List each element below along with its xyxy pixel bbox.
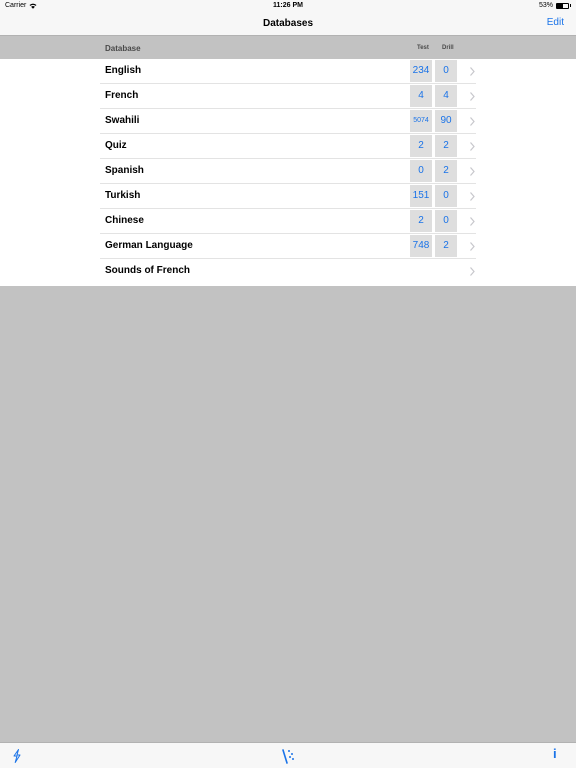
status-time: 11:26 PM [273,2,303,9]
column-header-drill: Drill [442,45,454,51]
chevron-right-icon [469,266,476,277]
database-list [0,59,576,286]
lightning-icon[interactable] [12,749,22,768]
status-bar [0,0,576,12]
database-row-german-language[interactable] [100,234,476,259]
database-row-english[interactable] [100,59,476,84]
test-count[interactable]: 4 [410,85,432,107]
chevron-right-icon [469,216,476,227]
test-count[interactable]: 5074 [410,110,432,132]
chevron-right-icon [469,66,476,77]
chevron-right-icon [469,191,476,202]
table-header [0,37,576,59]
database-name: Spanish [105,165,144,176]
test-count[interactable]: 748 [410,235,432,257]
column-header-database: Database [105,44,141,53]
drill-count[interactable]: 0 [435,185,457,207]
database-row-quiz[interactable] [100,134,476,159]
chevron-right-icon [469,91,476,102]
database-row-swahili[interactable] [100,109,476,134]
database-row-turkish[interactable] [100,184,476,209]
drill-count[interactable]: 2 [435,160,457,182]
chevron-right-icon [469,241,476,252]
database-name: French [105,90,139,101]
chevron-right-icon [469,141,476,152]
status-right [539,2,571,9]
chevron-right-icon [469,116,476,127]
database-name: Turkish [105,190,141,201]
page-title: Databases [262,18,314,29]
battery-tip [570,4,571,7]
info-icon[interactable]: i [553,746,557,761]
database-name: English [105,65,142,76]
database-name: Chinese [105,215,144,226]
navigation-bar [0,12,576,36]
battery-icon [556,3,569,9]
drill-count[interactable]: 4 [435,85,457,107]
database-name: Swahili [105,115,140,126]
carrier-label: Carrier [5,2,27,9]
database-name: Quiz [105,140,127,151]
column-header-test: Test [417,45,429,51]
drill-count[interactable]: 0 [435,60,457,82]
battery-percent: 53% [538,2,553,9]
sparkle-icon[interactable] [280,748,296,768]
test-count[interactable]: 0 [410,160,432,182]
test-count[interactable]: 2 [410,135,432,157]
drill-count[interactable]: 2 [435,235,457,257]
database-row-sounds-of-french[interactable] [100,259,476,284]
database-name: Sounds of French [105,265,190,276]
test-count[interactable]: 2 [410,210,432,232]
drill-count[interactable]: 2 [435,135,457,157]
chevron-right-icon [469,166,476,177]
drill-count[interactable]: 0 [435,210,457,232]
database-row-french[interactable] [100,84,476,109]
database-row-chinese[interactable] [100,209,476,234]
bottom-toolbar [0,742,576,768]
database-row-spanish[interactable] [100,159,476,184]
database-name: German Language [105,240,193,251]
test-count[interactable]: 151 [410,185,432,207]
drill-count[interactable]: 90 [435,110,457,132]
test-count[interactable]: 234 [410,60,432,82]
edit-button[interactable]: Edit [546,17,564,28]
